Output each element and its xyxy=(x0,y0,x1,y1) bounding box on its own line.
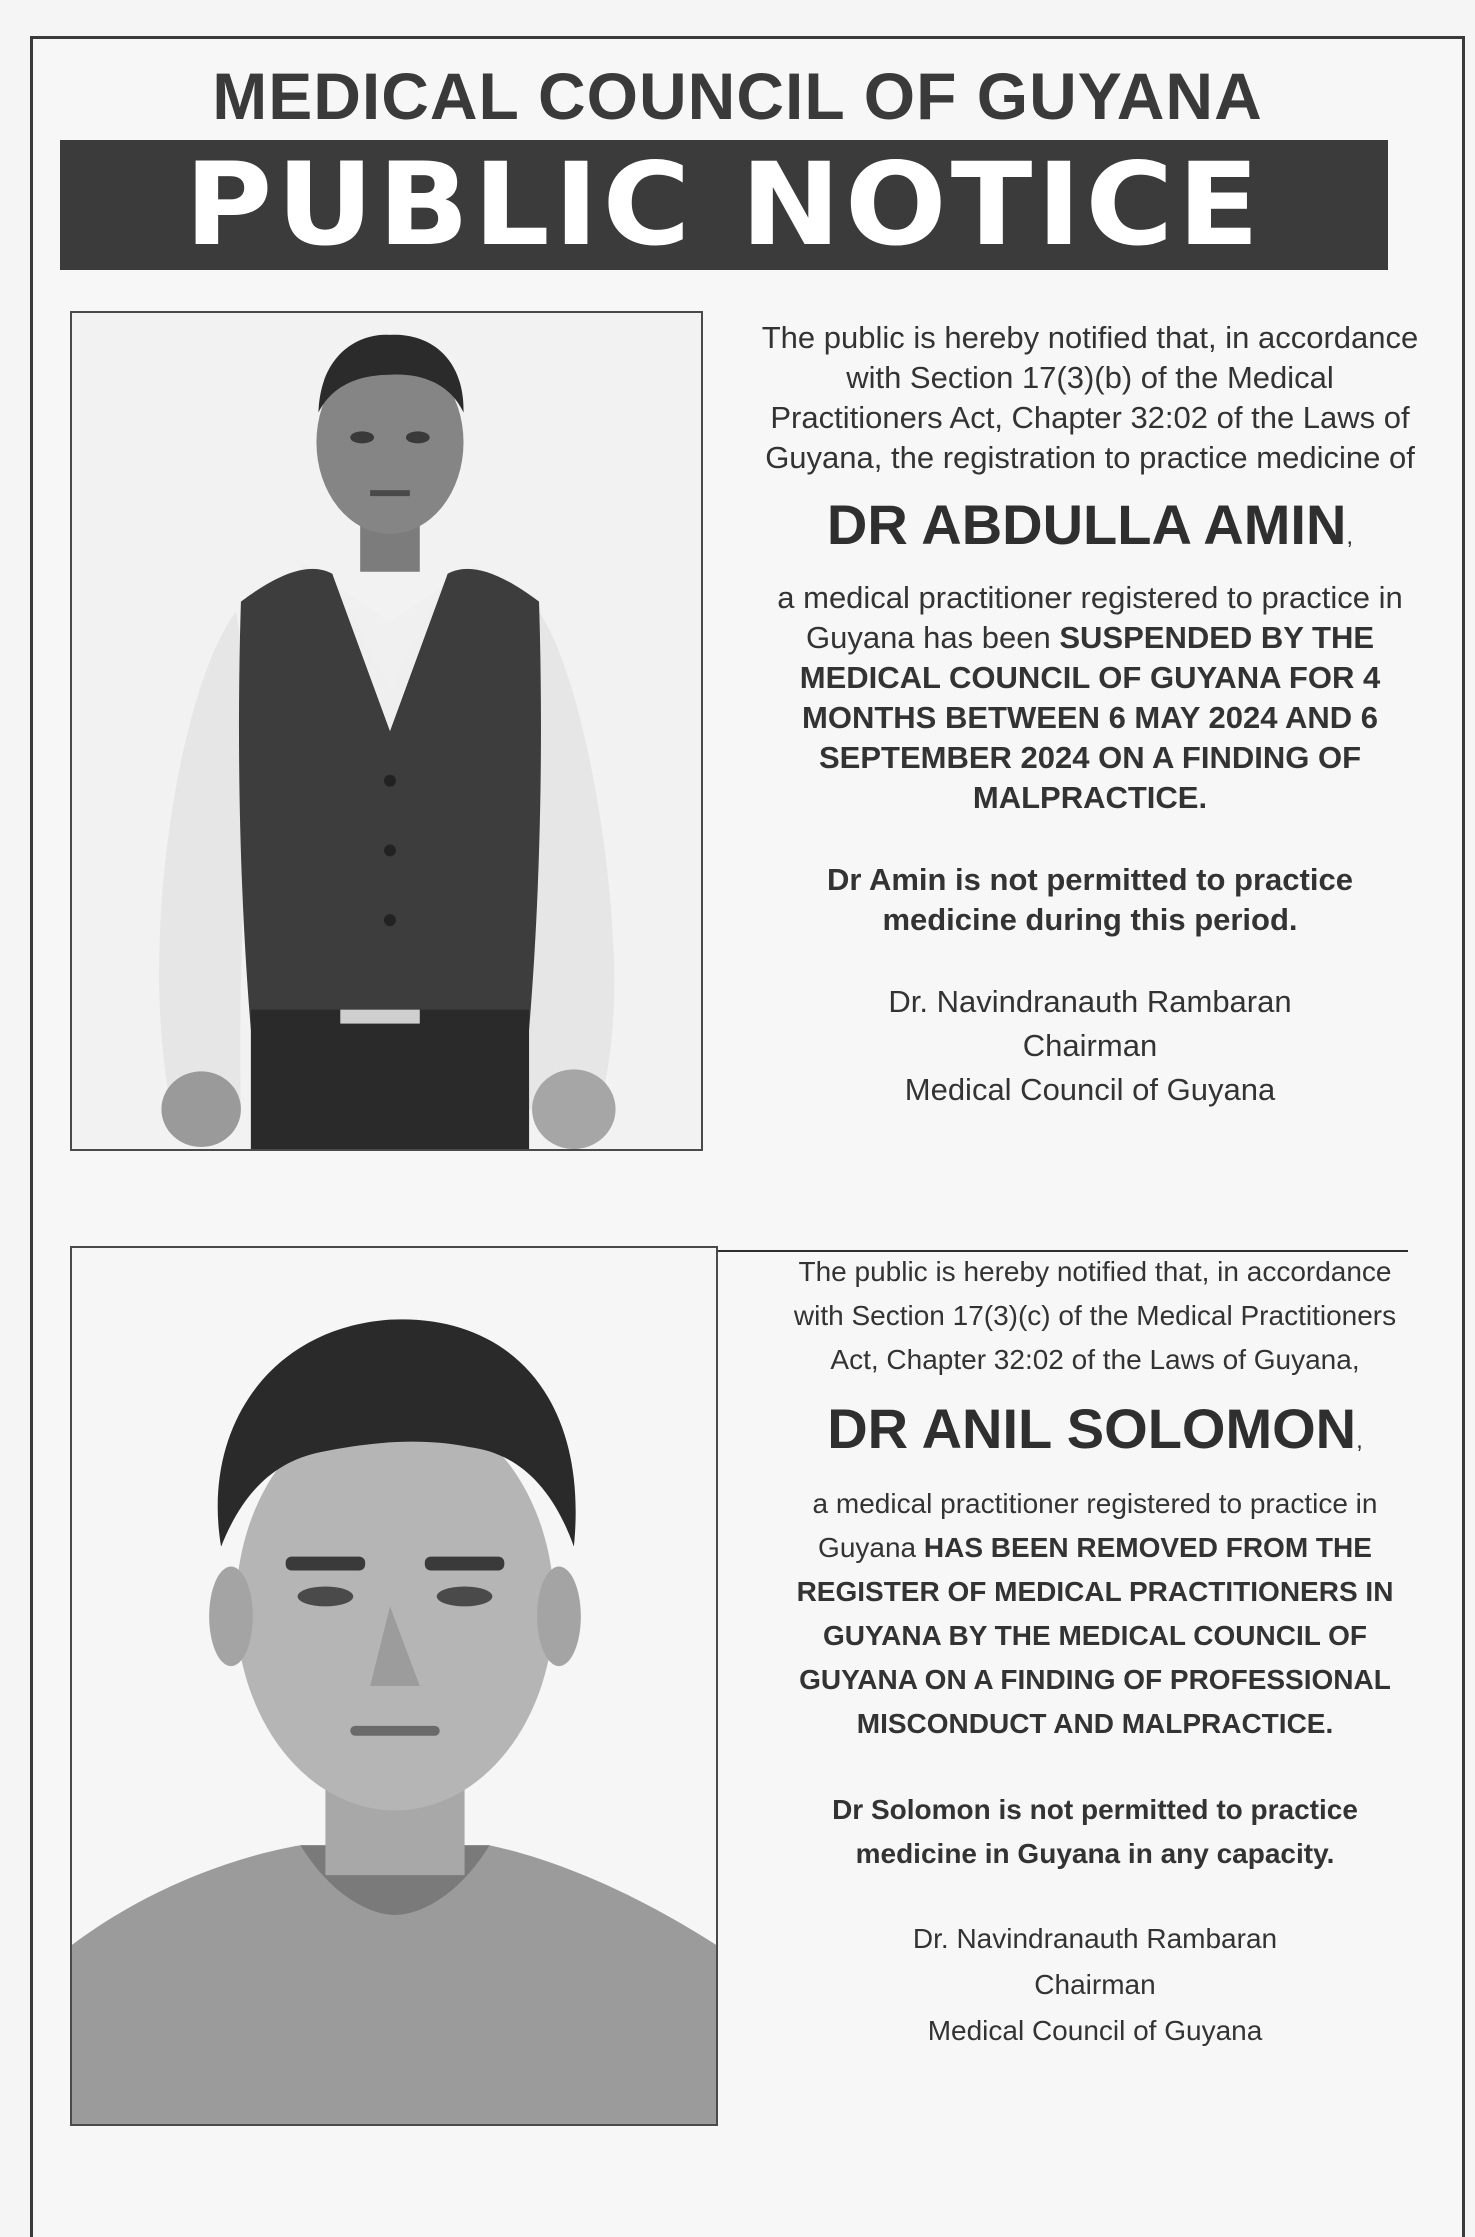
portrait-photo-man-in-vest-icon xyxy=(72,313,701,1149)
practice-restriction: Dr Amin is not permitted to practice medicine during this period. xyxy=(827,862,1353,937)
notice-body xyxy=(760,578,1420,818)
doctor-name-text: DR ABDULLA AMIN xyxy=(826,493,1347,556)
banner-title: PUBLIC NOTICE xyxy=(184,138,1264,271)
doctor-name-comma: , xyxy=(1346,523,1354,550)
portrait-photo-young-man-headshot-icon xyxy=(72,1248,716,2124)
notice-intro: The public is hereby notified that, in accordance with Section 17(3)(c) of the Medical Practitioners Act, Chapter 32:02 of the Laws of Guyana, xyxy=(793,1256,1397,1375)
notice-body-bold: HAS BEEN REMOVED FROM THE REGISTER OF MEDICAL PRACTITIONERS IN GUYANA BY THE MEDICAL COUNCIL OF GUYANA ON A FINDING OF PROFESSIONAL MISCONDUCT AND MALPRACTICE. xyxy=(796,1532,1394,1739)
doctor-name-text: DR ANIL SOLOMON xyxy=(827,1397,1357,1460)
signatory-name: Dr. Navindranauth Rambaran xyxy=(912,1923,1278,1954)
signatory-title: Chairman xyxy=(1022,1028,1158,1063)
council-title: MEDICAL COUNCIL OF GUYANA xyxy=(212,59,1263,133)
public-notice-banner xyxy=(60,140,1388,270)
notice-intro: The public is hereby notified that, in accordance with Section 17(3)(b) of the Medical Practitioners Act, Chapter 32:02 of the Laws of Guyana, the registration to practice medicine of xyxy=(761,320,1419,475)
doctor-name xyxy=(770,1396,1420,1474)
doctor-photo-solomon xyxy=(70,1246,718,2126)
notice-body-plain: a medical practitioner registered to practice in Guyana xyxy=(812,1488,1378,1563)
notice-text-amin xyxy=(760,318,1420,1112)
signatory-org: Medical Council of Guyana xyxy=(927,2015,1263,2046)
notice-body-bold: SUSPENDED BY THE MEDICAL COUNCIL OF GUYANA FOR 4 MONTHS BETWEEN 6 MAY 2024 AND 6 SEPTEMBER 2024 ON A FINDING OF MALPRACTICE. xyxy=(799,620,1381,815)
doctor-name-comma: , xyxy=(1356,1427,1363,1454)
doctor-photo-amin xyxy=(70,311,703,1151)
notice-text-solomon xyxy=(770,1250,1420,2054)
notice-body-plain: a medical practitioner registered to practice in Guyana has been xyxy=(777,580,1403,655)
practice-restriction: Dr Solomon is not permitted to practice medicine in Guyana in any capacity. xyxy=(832,1794,1358,1869)
signatory-name: Dr. Navindranauth Rambaran xyxy=(888,984,1292,1019)
notice-body xyxy=(770,1482,1420,1746)
signatory-org: Medical Council of Guyana xyxy=(904,1072,1276,1107)
doctor-name xyxy=(760,492,1420,570)
signatory-title: Chairman xyxy=(1034,1969,1156,2000)
